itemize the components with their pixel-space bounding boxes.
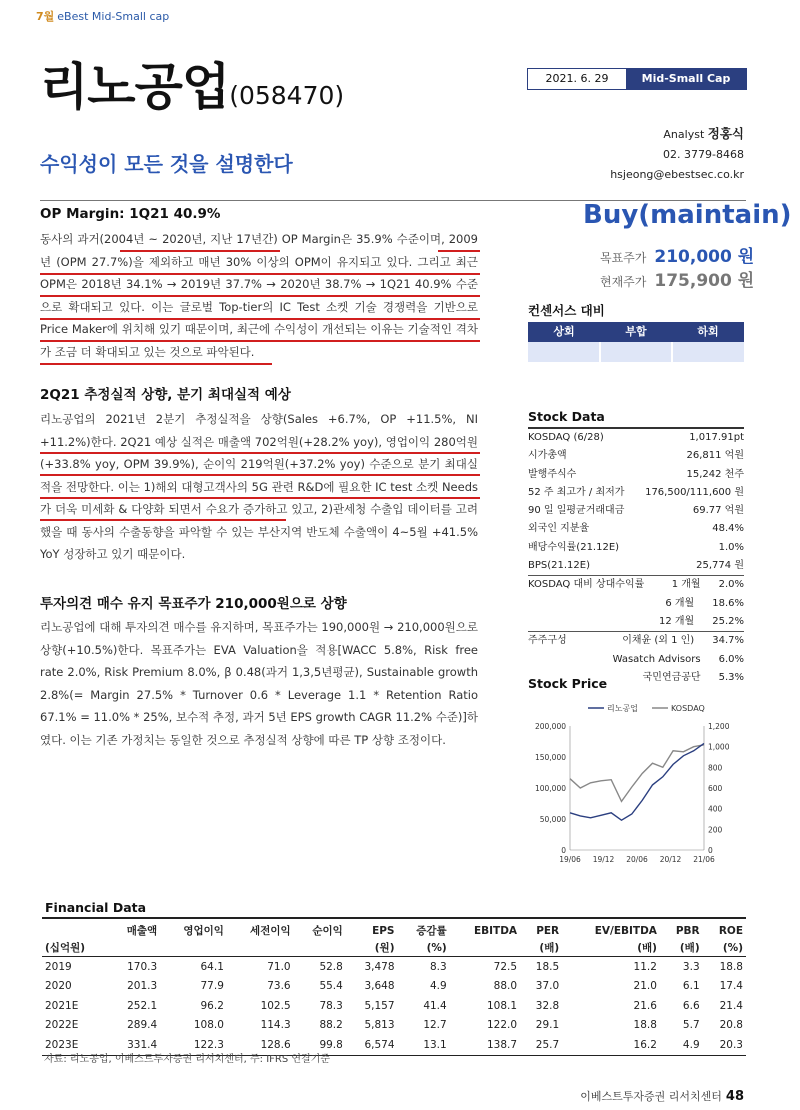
- financial-cell: 52.8: [319, 960, 343, 973]
- financial-cell: 2022E: [45, 1019, 79, 1032]
- page-number: 48: [725, 1089, 744, 1104]
- left-tick-label: 50,000: [539, 815, 566, 824]
- x-tick-label: 19/12: [592, 855, 615, 864]
- financial-table: [42, 917, 746, 1056]
- report-headline: 수익성이 모든 것을 설명한다: [40, 152, 293, 176]
- right-tick-label: 400: [708, 804, 723, 814]
- financial-cell: 17.4: [719, 980, 743, 993]
- financial-cell: 99.8: [294, 1035, 346, 1055]
- stock-data-row: 발행주식수 15,242 천주: [528, 468, 744, 480]
- financial-cell: 64.1: [200, 960, 224, 973]
- consensus-table: [528, 322, 744, 362]
- financial-cell: 6.6: [682, 999, 700, 1012]
- stock-data-row: KOSDAQ (6/28) 1,017.91pt: [528, 427, 744, 447]
- legend-label: 리노공업: [607, 704, 638, 713]
- analyst-email[interactable]: hsjeong@ebestsec.co.kr: [610, 168, 744, 181]
- analyst-info: [610, 124, 744, 185]
- financial-cell: 55.4: [319, 980, 343, 993]
- red-underline: [40, 295, 480, 297]
- financial-cell: 16.2: [562, 1035, 660, 1055]
- relative-return-row: 6 개월 18.6%: [665, 597, 744, 609]
- financial-cell: 71.0: [267, 960, 291, 973]
- target-price-label: 목표주가: [600, 251, 647, 265]
- financial-cell: 18.5: [535, 960, 560, 973]
- financial-row: [42, 1016, 746, 1036]
- company-code: (058470): [229, 81, 345, 110]
- financial-cell: 96.2: [200, 999, 224, 1012]
- stock-data-row: BPS(21.12E) 25,774 원: [528, 560, 744, 572]
- red-underline: [40, 340, 480, 342]
- x-tick-label: 19/06: [559, 855, 581, 864]
- financial-cell: 114.3: [260, 1019, 291, 1032]
- section-title-target-price: 투자의견 매수 유지 목표주가 210,000원으로 상향: [40, 596, 347, 612]
- right-tick-label: 200: [708, 825, 723, 835]
- financial-cell: 108.1: [486, 999, 518, 1012]
- red-underline: [40, 497, 480, 499]
- financial-cell: 6.1: [682, 980, 700, 993]
- consensus-above: 상회: [553, 325, 575, 338]
- financial-cell: 252.1: [127, 999, 158, 1012]
- financial-cell: 122.0: [486, 1019, 518, 1032]
- company-title: [40, 58, 345, 116]
- right-tick-label: 1,200: [708, 722, 730, 731]
- financial-cell: 4.9: [660, 1035, 703, 1055]
- stock-data-row: 시가총액 26,811 억원: [528, 450, 744, 462]
- financial-cell: 122.3: [160, 1035, 227, 1055]
- section-body-2q21: 리노공업의 2021년 2분기 추정실적을 상향(Sales +6.7%, OP +11.5%, NI +11.2%)한다. 2Q21 예상 실적은 매출액 702억원(+28.2% yoy), 영업이익 280억원(+33.8% yoy, OPM 39.9%), 순이익 219억원(+37.2% yoy) 수준으로 분기 최대실적을 전망한다. 이는 1)해외 대형고객사의 5G 관련 R&D에 필요한 IC test 소켓 Needs가 더욱 미세화 & 다양화 되면서 수요가 증가하고 있고, 2)관세청 수출입 데이터를 고려했을 때 동사의 수출동향을 파악할 수 있는 부산지역 반도체 수출액이 4~5월 +41.5% YoY 성장하고 있기 때문이다.: [40, 412, 478, 561]
- financial-cell: 88.2: [319, 1019, 343, 1032]
- stock-price-chart: [528, 694, 746, 880]
- financial-cell: 20.3: [703, 1035, 746, 1055]
- consensus-cell: [528, 342, 599, 362]
- financial-cell: 8.3: [430, 960, 447, 973]
- stock-data-row: 90 일 일평균거래대금 69.77 억원: [528, 505, 744, 517]
- header-month: 7월: [36, 10, 55, 23]
- analyst-label: Analyst: [663, 128, 705, 141]
- current-price: [600, 266, 754, 291]
- financial-header-row: 매출액 영업이익 세전이익 순이익 EPS 증감률 EBITDA PER EV/EBITDA PBR ROE: [42, 918, 746, 939]
- financial-cell: 3,648: [364, 980, 395, 993]
- red-underline: [120, 250, 280, 252]
- financial-cell: 37.0: [535, 980, 560, 993]
- holder-row: 주주구성 이채윤 (외 1 인) 34.7%: [528, 631, 744, 650]
- financial-cell: 21.0: [633, 980, 657, 993]
- target-price-value: 210,000 원: [654, 247, 755, 267]
- left-tick-label: 150,000: [534, 753, 566, 762]
- financial-cell: 21.6: [633, 999, 657, 1012]
- red-underline: [40, 452, 480, 454]
- x-tick-label: 21/06: [693, 855, 715, 864]
- financial-cell: 2023E: [42, 1035, 108, 1055]
- current-price-value: 175,900 원: [654, 271, 755, 291]
- rating-text: Buy(maintain): [583, 200, 792, 230]
- financial-cell: 88.0: [493, 980, 518, 993]
- financial-cell: 5,157: [364, 999, 395, 1012]
- right-tick-label: 1,000: [708, 742, 730, 752]
- financial-cell: 41.4: [423, 999, 447, 1012]
- financial-cell: 170.3: [127, 960, 158, 973]
- right-tick-label: 0: [708, 846, 713, 855]
- left-tick-label: 100,000: [534, 784, 566, 793]
- financial-cell: 6,574: [346, 1035, 398, 1055]
- financial-cell: 108.0: [193, 1019, 224, 1032]
- company-name: 리노공업: [40, 58, 230, 116]
- financial-cell: 3,478: [364, 960, 395, 973]
- analyst-name: 정홍식: [707, 126, 744, 141]
- section-title-2q21: 2Q21 추정실적 상향, 분기 최대실적 예상: [40, 387, 291, 403]
- financial-cell: 128.6: [227, 1035, 294, 1055]
- holder-row: 국민연금공단 5.3%: [642, 671, 744, 683]
- red-underline: [40, 474, 480, 476]
- right-tick-label: 600: [708, 784, 723, 793]
- consensus-title: 컨센서스 대비: [528, 303, 605, 318]
- x-tick-label: 20/12: [659, 855, 682, 864]
- right-tick-label: 800: [708, 763, 723, 773]
- header-series: eBest Mid-Small cap: [57, 10, 170, 23]
- red-underline: [40, 363, 272, 365]
- financial-cell: 12.7: [423, 1019, 447, 1032]
- red-underline: [438, 250, 480, 252]
- date-band: [527, 68, 747, 90]
- red-underline: [40, 519, 286, 521]
- stock-data-table: [528, 427, 744, 687]
- financial-row: [42, 996, 746, 1016]
- financial-row: [42, 957, 746, 977]
- analyst-phone: 02. 3779-8468: [663, 148, 744, 161]
- financial-cell: 102.5: [260, 999, 291, 1012]
- financial-cell: 77.9: [200, 980, 224, 993]
- financial-cell: 3.3: [682, 960, 700, 973]
- series-line-kosdaq: [570, 745, 704, 802]
- financial-cell: 20.8: [719, 1019, 743, 1032]
- legend-label: KOSDAQ: [671, 704, 705, 713]
- financial-cell: 72.5: [493, 960, 518, 973]
- consensus-cell: [601, 342, 672, 362]
- financial-data-title: Financial Data: [45, 900, 147, 915]
- section-body-op-margin: 동사의 과거(2004년 ~ 2020년, 지난 17년간) OP Margin은 35.9% 수준이며, 2009년 (OPM 27.7%)을 제외하고 매년 30% 이상의 OPM이 유지되고 있다. 그리고 최근 OPM은 2018년 34.1% → 2019년 37.7% → 2020년 38.7% → 1Q21 40.9% 수준으로 확대되고 있다. 이는 글로벌 Top-tier의 IC Test 소켓 기술 경쟁력을 기반으로 Price Maker에 위치해 있기 때문이며, 최근에 수익성이 개선되는 이유는 기술적인 격차가 조금 더 확대되고 있는 것으로 파악된다.: [40, 232, 478, 359]
- financial-cell: 4.9: [430, 980, 447, 993]
- financial-cell: 2021E: [45, 999, 79, 1012]
- target-price: [600, 242, 754, 267]
- red-underline: [40, 273, 480, 275]
- report-date: 2021. 6. 29: [528, 69, 626, 89]
- red-underline: [40, 318, 480, 320]
- financial-cell: 25.7: [520, 1035, 562, 1055]
- holder-row: Wasatch Advisors 6.0%: [612, 653, 744, 665]
- stock-data-title: Stock Data: [528, 409, 605, 424]
- x-tick-label: 20/06: [626, 855, 648, 864]
- financial-cell: 32.8: [535, 999, 560, 1012]
- series-line-rino: [570, 743, 704, 820]
- page-footer: [580, 1088, 744, 1104]
- consensus-inline: 부합: [625, 325, 647, 338]
- financial-cell: 11.2: [633, 960, 657, 973]
- financial-cell: 18.8: [719, 960, 743, 973]
- report-category: Mid-Small Cap: [626, 69, 746, 89]
- footer-text: 이베스트투자증권 리서치센터: [580, 1090, 722, 1103]
- financial-cell: 29.1: [535, 1019, 560, 1032]
- stock-data-row: 외국인 지분율 48.4%: [528, 523, 744, 535]
- relative-return-row: 12 개월 25.2%: [658, 615, 744, 627]
- financial-cell: 201.3: [127, 980, 158, 993]
- financial-row: [42, 977, 746, 997]
- financial-cell: 78.3: [319, 999, 343, 1012]
- stock-data-row: 배당수익률(21.12E) 1.0%: [528, 541, 744, 553]
- financial-cell: 5.7: [682, 1019, 700, 1032]
- financial-cell: 2020: [45, 980, 72, 993]
- consensus-cell: [673, 342, 744, 362]
- financial-unit-row: (십억원) (원) (%) (배) (배) (배) (%): [42, 939, 746, 957]
- financial-cell: 138.7: [450, 1035, 520, 1055]
- financial-cell: 13.1: [398, 1035, 450, 1055]
- page-header: [36, 8, 169, 24]
- section-body-target-price: 리노공업에 대해 투자의견 매수를 유지하며, 목표주가는 190,000원 → 210,000원으로 상향(+10.5%)한다. 목표주가는 EVA Valuation을 적용[WACC 5.8%, Risk free rate 2.0%, Risk Premium 8.0%, β 0.48(과거 1,3,5년평균), Sustainable growth 2.8%(= Margin 27.5% * Turnover 0.6 * Leverage 1.1 * Retention Ratio 67.1% = 11.0% * 25%, 보수적 추정, 과거 5년 EPS growth CAGR 11.2% 수준)]하였다. 이는 기존 가정치는 동일한 것으로 추정실적 상향에 따른 TP 상향 조정이다.: [40, 620, 478, 747]
- relative-return-row: KOSDAQ 대비 상대수익률 1 개월 2.0%: [528, 575, 744, 594]
- section-title-op-margin: OP Margin: 1Q21 40.9%: [40, 206, 221, 222]
- financial-cell: 18.8: [633, 1019, 657, 1032]
- financial-cell: 2019: [45, 960, 72, 973]
- left-tick-label: 0: [561, 846, 566, 855]
- stock-price-title: Stock Price: [528, 676, 608, 691]
- financial-cell: 331.4: [108, 1035, 160, 1055]
- financial-cell: 73.6: [267, 980, 291, 993]
- stock-data-row: 52 주 최고가 / 최저가 176,500/111,600 원: [528, 486, 744, 498]
- left-tick-label: 200,000: [534, 722, 566, 731]
- consensus-below: 하회: [697, 325, 719, 338]
- source-note: 자료: 리노공업, 이베스트투자증권 리서치센터, 주: IFRS 연결기준: [44, 1054, 331, 1065]
- financial-cell: 21.4: [719, 999, 743, 1012]
- financial-cell: 5,813: [364, 1019, 395, 1032]
- current-price-label: 현재주가: [600, 275, 647, 289]
- financial-cell: 289.4: [127, 1019, 158, 1032]
